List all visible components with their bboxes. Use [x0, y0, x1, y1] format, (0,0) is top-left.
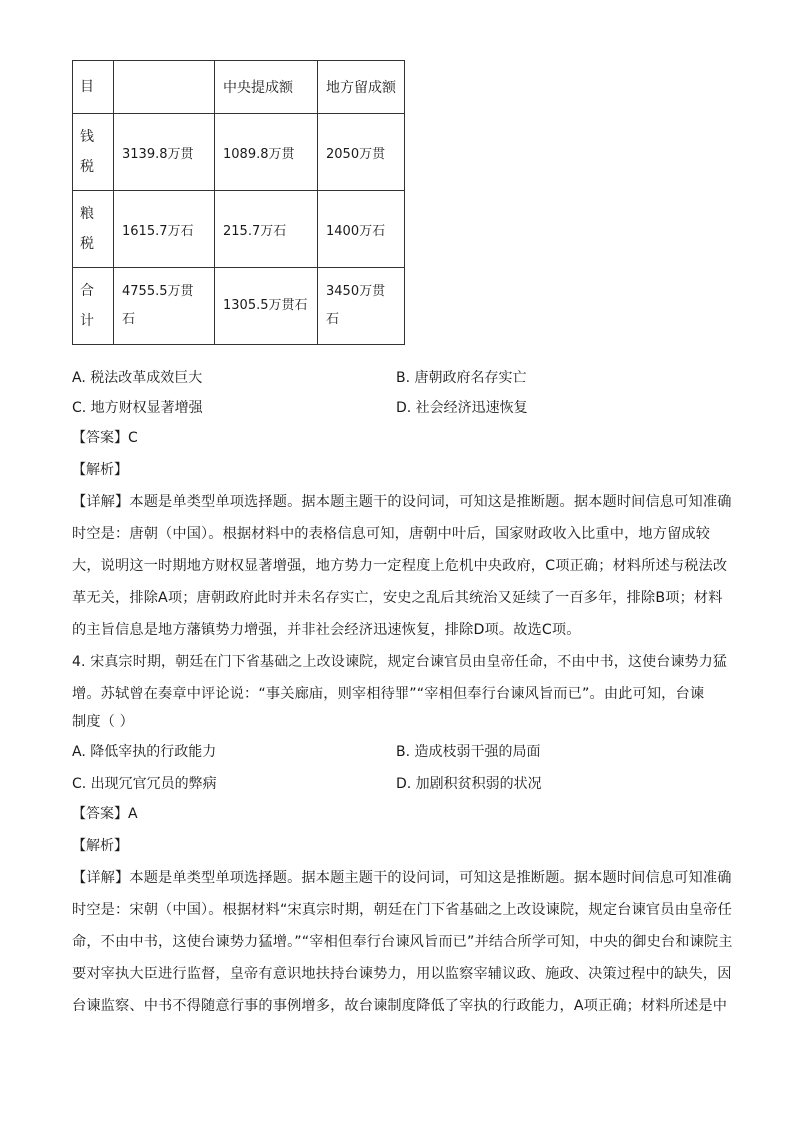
table-cell: 1615.7万石 [114, 191, 215, 268]
q3-analysis-label: 【解析】 [72, 462, 128, 478]
table-cell: 4755.5万贯石 [114, 268, 215, 345]
q3-answer: 【答案】C [72, 430, 138, 446]
row-label: 合计 [73, 268, 114, 345]
q4-option-a: A. 降低宰执的行政能力 [72, 744, 217, 760]
table-cell: 1305.5万贯石 [215, 268, 318, 345]
q3-analysis-line: 的主旨信息是地方藩镇势力增强，并非社会经济迅速恢复，排除D项。故选C项。 [72, 622, 581, 638]
q4-analysis-line: 要对宰执大臣进行监督，皇帝有意识地扶持台谏势力，用以监察宰辅议政、施政、决策过程中的缺失，因 [72, 966, 732, 982]
tax-table [72, 60, 405, 345]
q4-stem-line: 增。苏轼曾在奏章中评论说：“事关廊庙，则宰相待罪”“宰相但奉行台谏风旨而已”。由此可知，台谏 [72, 686, 705, 702]
table-header-row [73, 61, 405, 114]
q4-answer: 【答案】A [72, 806, 138, 822]
q4-option-d: D. 加剧积贫积弱的状况 [396, 776, 542, 792]
q3-option-d: D. 社会经济迅速恢复 [396, 400, 528, 416]
q4-analysis-line: 命，不由中书，这使台谏势力猛增。”“宰相但奉行台谏风旨而已”并结合所学可知，中央的御史台和谏院主 [72, 934, 733, 950]
q4-analysis-label: 【解析】 [72, 838, 128, 854]
table-cell: 1400万石 [318, 191, 405, 268]
q4-analysis-line: 【详解】本题是单类型单项选择题。据本题主题干的设问词，可知这是推断题。据本题时间信息可知准确 [72, 870, 732, 886]
q3-analysis-line: 大，说明这一时期地方财权显著增强，地方势力一定程度上危机中央政府，C项正确；材料所述与税法改 [72, 558, 728, 574]
q3-option-c: C. 地方财权显著增强 [72, 400, 203, 416]
row-label: 粮税 [73, 191, 114, 268]
table-cell: 215.7万石 [215, 191, 318, 268]
table-cell: 2050万贯 [318, 114, 405, 191]
q3-analysis-line: 【详解】本题是单类型单项选择题。据本题主题干的设问词，可知这是推断题。据本题时间信息可知准确 [72, 494, 732, 510]
table-row [73, 114, 405, 191]
q4-stem-line: 4. 宋真宗时期，朝廷在门下省基础之上改设谏院，规定台谏官员由皇帝任命，不由中书，这使台谏势力猛 [72, 654, 728, 670]
q3-option-a: A. 税法改革成效巨大 [72, 370, 203, 386]
row-label: 钱税 [73, 114, 114, 191]
q3-option-b: B. 唐朝政府名存实亡 [396, 370, 527, 386]
table-header-cell: 目 [73, 61, 114, 114]
table-header-cell: 中央提成额 [215, 61, 318, 114]
table-cell: 3139.8万贯 [114, 114, 215, 191]
table-row [73, 191, 405, 268]
table-header-cell [114, 61, 215, 114]
table-row [73, 268, 405, 345]
q3-analysis-line: 革无关，排除A项；唐朝政府此时并未名存实亡，安史之乱后其统治又延续了一百多年，排除B项；材料 [72, 590, 723, 606]
table-cell: 1089.8万贯 [215, 114, 318, 191]
table-cell: 3450万贯石 [318, 268, 405, 345]
q4-analysis-line: 台谏监察、中书不得随意行事的事例增多，故台谏制度降低了宰执的行政能力，A项正确；材料所述是中 [72, 998, 728, 1014]
q4-analysis-line: 时空是：宋朝（中国）。根据材料“宋真宗时期，朝廷在门下省基础之上改设谏院，规定台谏官员由皇帝任 [72, 902, 732, 918]
q3-analysis-line: 时空是：唐朝（中国）。根据材料中的表格信息可知，唐朝中叶后，国家财政收入比重中，地方留成较 [72, 526, 711, 542]
table-header-cell: 地方留成额 [318, 61, 405, 114]
q4-option-c: C. 出现冗官冗员的弊病 [72, 776, 217, 792]
q4-stem-line: 制度（ ） [72, 714, 135, 730]
q4-option-b: B. 造成枝弱干强的局面 [396, 744, 541, 760]
